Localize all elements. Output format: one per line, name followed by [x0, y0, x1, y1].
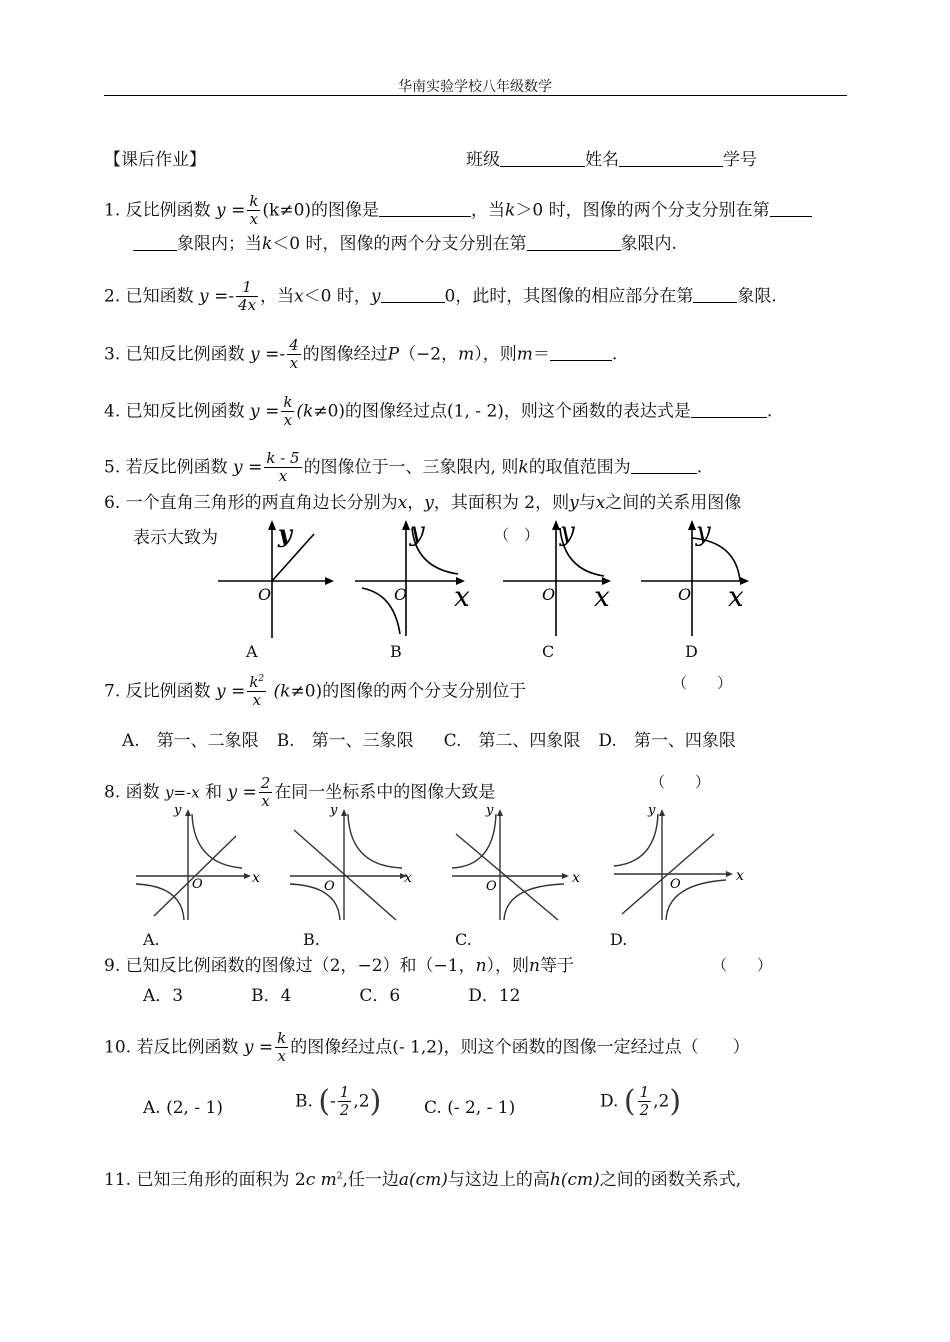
q8a-o: O: [192, 877, 203, 892]
q8-graph-a: [136, 803, 260, 920]
number-label: 学号: [723, 150, 757, 170]
name-blank[interactable]: [619, 166, 723, 167]
q6-label-d: D: [685, 642, 698, 661]
q5-fraction: $\frac{k - 5}{x}$: [266, 449, 300, 486]
q10-option-d[interactable]: D. ( $\frac{1}{2}$ ,2): [600, 1083, 682, 1120]
question-3: 3. 已知反比例函数 y =- $\frac{4}{x}$ 的图像经过P（−2，m），则m＝ .: [104, 336, 618, 373]
q8-fraction: $\frac{2}{x}$: [260, 774, 271, 811]
q9-answer-paren: （ ）: [712, 956, 773, 974]
top-row: [104, 152, 206, 169]
question-10: 10. 若反比例函数 y = $\frac{k}{x}$ 的图像经过点(- 1,2)，则这个函数的图像一定经过点（ ）: [104, 1029, 750, 1066]
question-8: 8. 函数 y=-x 和 y = $\frac{2}{x}$ 在同一坐标系中的图像大致是: [104, 774, 496, 811]
q8d-y: y: [648, 803, 656, 818]
q8c-o: O: [486, 879, 497, 894]
q10-point: (- 1,2): [392, 1037, 444, 1058]
q6a-y: y: [278, 519, 292, 548]
q8-label-c: C.: [455, 930, 472, 949]
q8c-x: x: [572, 870, 580, 886]
question-4: 4. 已知反比例函数 y = $\frac{k}{x}$ (k≠0)的图像经过点(1, - 2)，则这个函数的表达式是 .: [104, 393, 773, 430]
class-label: 班级: [466, 150, 500, 170]
q6-graph-d: [641, 518, 749, 636]
q1-number: 1.: [104, 200, 121, 221]
q1-fraction: $\frac{k}{x}$: [249, 192, 259, 229]
q6-label-c: C: [542, 642, 555, 661]
q2-fraction: $\frac{1}{4x}$: [238, 278, 257, 315]
q1-y: y: [216, 200, 226, 221]
q10-fraction: $\frac{k}{x}$: [277, 1029, 287, 1066]
header-rule: [104, 95, 847, 96]
q1-blank-2[interactable]: [770, 216, 812, 217]
q8-graph-c: [452, 803, 580, 920]
q7-answer-paren: （ ）: [672, 674, 733, 692]
q9-option-c[interactable]: C．6: [359, 986, 401, 1006]
q8a-x: x: [252, 870, 260, 886]
name-label: 姓名: [585, 150, 619, 170]
q6-graph-a: [218, 519, 334, 638]
q9-option-a[interactable]: A．3: [143, 986, 184, 1006]
q8d-x: x: [736, 868, 744, 884]
question-7: 7. 反比例函数 y = $\frac{k^2}{x}$ (k≠0)的图像的两个分支分别位于: [104, 673, 527, 710]
q8-label-a: A.: [143, 930, 160, 949]
q6c-x: x: [594, 580, 610, 613]
q6b-o: O: [394, 585, 408, 604]
q8-graph-b: [290, 803, 412, 920]
q8d-o: O: [670, 877, 681, 892]
q6c-y: y: [560, 518, 575, 547]
question-1: 1. 反比例函数 y = $\frac{k}{x}$ (k≠0)的图像是 ，当k＞0 时，图像的两个分支分别在第: [104, 193, 812, 229]
q8b-o: O: [324, 879, 335, 894]
question-5: 5. 若反比例函数 y = $\frac{k - 5}{x}$ 的图像位于一、三象限内, 则k的取值范围为 .: [104, 449, 703, 486]
q6-label-a: A: [246, 642, 258, 661]
q1-eq: =: [231, 200, 246, 221]
q10-option-a[interactable]: A. (2, - 1): [143, 1098, 223, 1118]
q7-option-c[interactable]: C. 第二、四象限: [443, 731, 581, 751]
q9-options: [143, 988, 521, 1005]
q8c-y: y: [486, 803, 494, 818]
q3-fraction: $\frac{4}{x}$: [289, 336, 299, 373]
q7-fraction: $\frac{k^2}{x}$: [249, 673, 265, 710]
q8-label-d: D.: [610, 930, 628, 949]
q5-blank[interactable]: [631, 473, 697, 474]
q8b-x: x: [404, 870, 412, 886]
section-title: 【课后作业】: [104, 150, 206, 170]
class-blank[interactable]: [500, 166, 585, 167]
q6b-x: x: [454, 580, 470, 613]
q8-graph-d: [614, 803, 744, 920]
question-9: 9. 已知反比例函数的图像过（2，−2）和（−1，n），则n等于: [104, 956, 574, 976]
q1-text: 反比例函数: [125, 200, 211, 221]
q6c-o: O: [542, 585, 556, 604]
question-2: 2. 已知函数 y =- $\frac{1}{4x}$ ，当x＜0 时，y 0，此时，其图像的相应部分在第 象限.: [104, 278, 777, 315]
q4-blank[interactable]: [691, 417, 767, 418]
q8a-y: y: [174, 803, 182, 818]
q1-condition: (k≠0): [262, 200, 312, 221]
q3-blank[interactable]: [550, 360, 612, 361]
q7-option-d[interactable]: D. 第一、四象限: [598, 731, 736, 751]
q9-option-d[interactable]: D．12: [468, 986, 521, 1006]
q1-blank-3[interactable]: [133, 250, 177, 251]
q6d-o: O: [678, 585, 692, 604]
q10-option-b[interactable]: B. (- $\frac{1}{2}$ ,2): [295, 1083, 382, 1120]
q6d-x: x: [728, 580, 744, 613]
q4-fraction: $\frac{k}{x}$: [283, 393, 293, 430]
student-info: [466, 152, 757, 169]
q10-option-c[interactable]: C. (- 2, - 1): [424, 1098, 516, 1118]
q2-blank-2[interactable]: [693, 302, 737, 303]
q6-label-b: B: [390, 642, 402, 661]
q6-answer-paren: （ ）: [494, 526, 540, 544]
q7-option-a[interactable]: A. 第一、二象限: [122, 731, 259, 751]
q2-blank-1[interactable]: [381, 302, 445, 303]
q6d-y: y: [696, 518, 711, 547]
question-6: 6. 一个直角三角形的两直角边长分别为x，y，其面积为 2，则y与x之间的关系用图像: [104, 493, 742, 513]
header-title: 华南实验学校八年级数学: [398, 79, 552, 95]
q6-graph-c: [503, 518, 611, 636]
q6b-y: y: [410, 518, 425, 547]
q4-point: (1, - 2): [447, 401, 504, 422]
q7-options: [122, 733, 736, 750]
q8-label-b: B.: [303, 930, 320, 949]
question-1-cont: 象限内；当k＜0 时，图像的两个分支分别在第 象限内.: [133, 236, 677, 253]
q7-option-b[interactable]: B. 第一、三象限: [276, 731, 414, 751]
q8b-y: y: [330, 803, 338, 818]
q1-blank-4[interactable]: [527, 250, 621, 251]
question-11: 11. 已知三角形的面积为 2c $m^2$,任一边a(cm)与这边上的高h(cm)之间的函数关系式,: [104, 1170, 742, 1190]
q8-graphs: [128, 800, 768, 928]
q6a-o: O: [258, 585, 272, 604]
q6-graph-b: [355, 518, 470, 636]
q8-answer-paren: （ ）: [650, 773, 711, 791]
q6-graphs: [210, 518, 770, 660]
question-6-cont: 表示大致为: [133, 528, 218, 548]
q1-blank-1[interactable]: [379, 216, 471, 217]
q9-option-b[interactable]: B．4: [251, 986, 292, 1006]
